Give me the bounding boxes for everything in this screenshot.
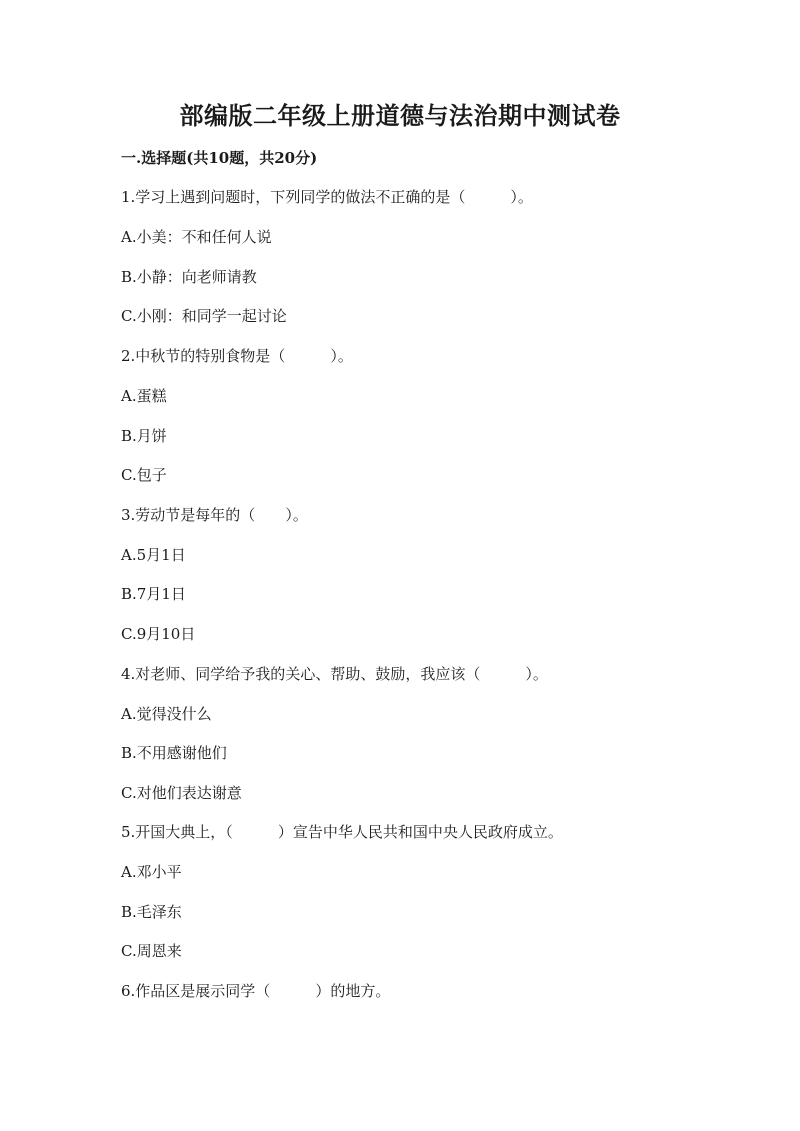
question-1-option-a: A.小美：不和任何人说	[121, 228, 272, 246]
question-3-option-a: A.5月1日	[121, 546, 186, 564]
question-3-stem: 3.劳动节是每年的（ ）。	[121, 506, 308, 524]
question-2-option-c: C.包子	[121, 466, 167, 484]
section-heading: 一.选择题(共10题，共20分)	[121, 149, 318, 167]
question-5-stem: 5.开国大典上，（ ）宣告中华人民共和国中央人民政府成立。	[121, 823, 563, 841]
question-2-stem: 2.中秋节的特别食物是（ ）。	[121, 347, 353, 365]
question-1-stem: 1.学习上遇到问题时，下列同学的做法不正确的是（ ）。	[121, 188, 533, 206]
question-3-option-b: B.7月1日	[121, 585, 186, 603]
question-4-stem: 4.对老师、同学给予我的关心、帮助、鼓励，我应该（ ）。	[121, 665, 548, 683]
question-4-option-a: A.觉得没什么	[121, 705, 212, 723]
question-3-option-c: C.9月10日	[121, 625, 196, 643]
question-4-option-c: C.对他们表达谢意	[121, 784, 242, 802]
question-2-option-b: B.月饼	[121, 427, 167, 445]
question-5-option-c: C.周恩来	[121, 942, 182, 960]
exam-title: 部编版二年级上册道德与法治期中测试卷	[179, 101, 621, 130]
question-2-option-a: A.蛋糕	[121, 387, 167, 405]
question-5-option-a: A.邓小平	[121, 863, 182, 881]
question-6-stem: 6.作品区是展示同学（ ）的地方。	[121, 982, 391, 1000]
question-1-option-b: B.小静：向老师请教	[121, 268, 257, 286]
question-5-option-b: B.毛泽东	[121, 903, 182, 921]
question-1-option-c: C.小刚：和同学一起讨论	[121, 307, 287, 325]
question-4-option-b: B.不用感谢他们	[121, 744, 227, 762]
